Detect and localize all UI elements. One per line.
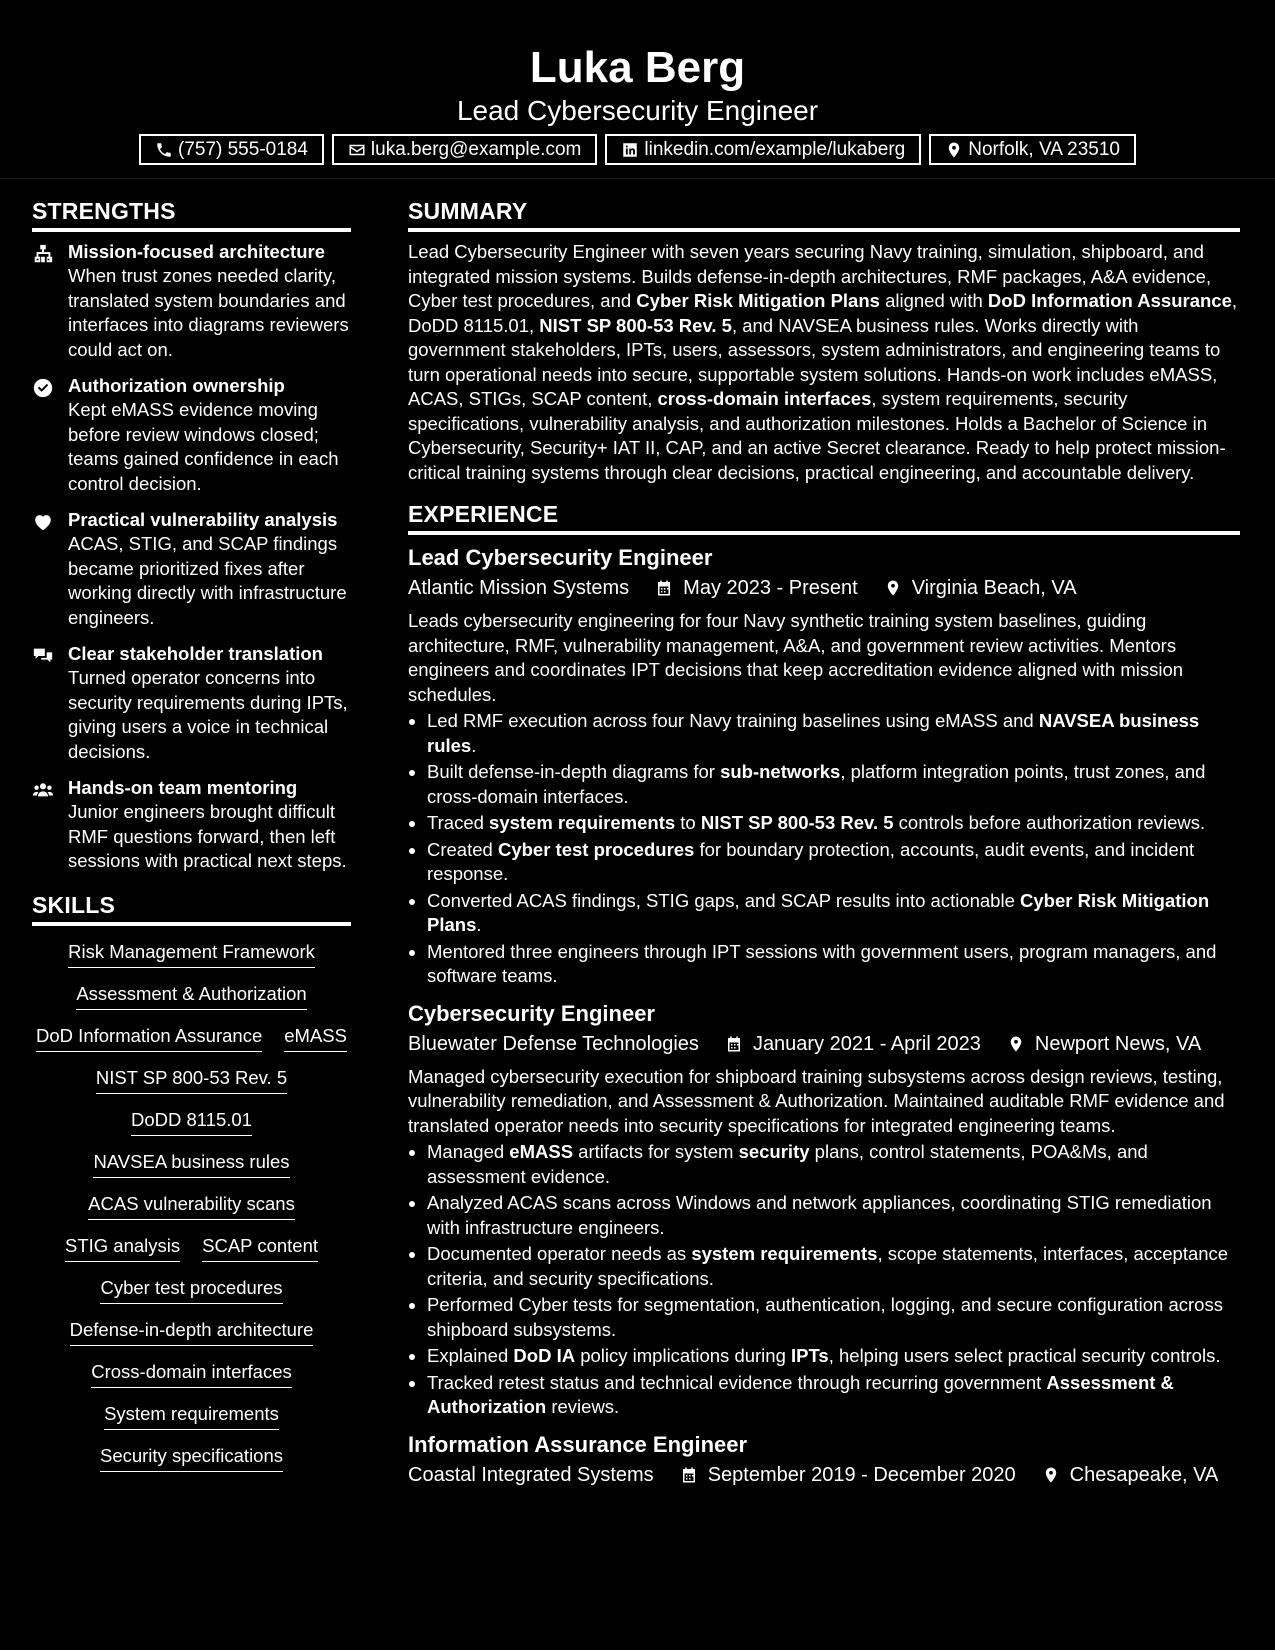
skill-tag: Assessment & Authorization: [76, 982, 306, 1010]
job-title: Lead Cybersecurity Engineer: [408, 545, 713, 570]
contact-email-text: luka.berg@example.com: [370, 138, 582, 160]
text-run: Built defense-in-depth diagrams for: [427, 761, 721, 782]
text-run: .: [476, 914, 482, 935]
bullet-item: [427, 1140, 1240, 1189]
bullet-item: [427, 1191, 1240, 1240]
contact-bar: [0, 134, 1275, 165]
emphasis-text: NIST SP 800-53 Rev. 5: [539, 314, 732, 336]
calendar-icon: [655, 578, 673, 598]
text-run: , helping users select practical security controls.: [828, 1345, 1221, 1366]
skill-tag: System requirements: [104, 1402, 279, 1430]
skill-tag: NIST SP 800-53 Rev. 5: [96, 1066, 287, 1094]
experience-list: [408, 543, 1240, 1490]
job-location: Chesapeake, VA: [1069, 1463, 1219, 1486]
strength-title: Practical vulnerability analysis: [68, 509, 338, 530]
text-run: Performed Cyber tests for segmentation, authentication, logging, and secure configuration across shipboard subsystems.: [427, 1294, 1223, 1340]
text-run: Led RMF execution across four Navy training baselines using eMASS and: [427, 710, 1039, 731]
job-description: Leads cybersecurity engineering for four Navy synthetic training system baselines, guiding architecture, RMF, vulnerability management, A&A, and government review activities. Mentors engineers and coordinates IPT decisions that keep accreditation evidence aligned with mission schedules.: [408, 610, 1184, 705]
job-entry: [408, 543, 1240, 989]
contact-phone[interactable]: [139, 134, 324, 165]
text-run: Tracked retest status and technical evidence through recurring government: [427, 1371, 1047, 1393]
text-run: Explained: [427, 1345, 514, 1366]
text-run: Converted ACAS findings, STIG gaps, and SCAP results into actionable: [427, 889, 1021, 911]
emphasis-text: DoD Information Assurance: [987, 290, 1232, 311]
strength-title: Authorization ownership: [68, 375, 285, 396]
emphasis-text: security: [738, 1141, 810, 1162]
text-run: Traced: [427, 812, 490, 833]
map-pin-icon: [1007, 1034, 1025, 1054]
text-run: policy implications during: [575, 1345, 792, 1366]
summary-text: [408, 240, 1240, 485]
map-pin-icon: [884, 578, 902, 598]
skills-heading: SKILLS: [32, 890, 351, 926]
map-pin-icon: [945, 141, 963, 159]
left-column: [32, 196, 351, 1472]
strength-description: ACAS, STIG, and SCAP findings became prioritized fixes after working directly with infrastructure engineers.: [68, 533, 347, 628]
summary-heading: SUMMARY: [408, 196, 1240, 232]
bullet-item: [427, 760, 1240, 809]
strength-title: Hands-on team mentoring: [68, 777, 298, 798]
text-run: for boundary protection, accounts, audit events, and incident response.: [427, 838, 1195, 884]
skill-tag: DoDD 8115.01: [131, 1108, 252, 1136]
resume-header: [0, 0, 1275, 179]
contact-linkedin-text: linkedin.com/example/lukaberg: [644, 138, 906, 160]
experience-heading: EXPERIENCE: [408, 499, 1240, 535]
bullet-item: [427, 1242, 1240, 1291]
emphasis-text: system requirements: [489, 812, 676, 833]
job-description: Managed cybersecurity execution for shipboard training subsystems across design reviews, testing, vulnerability remediation, and Assessment & Authorization. Maintained auditable RMF evidence and translated operator needs into security specifications for integrated engineering teams.: [408, 1065, 1225, 1136]
job-company: Bluewater Defense Technologies: [408, 1032, 699, 1055]
bullet-item: [427, 811, 1240, 836]
comments-icon: [32, 645, 54, 667]
job-company: Atlantic Mission Systems: [408, 577, 630, 599]
strengths-heading: STRENGTHS: [32, 196, 351, 232]
emphasis-text: NAVSEA business rules: [427, 710, 1200, 756]
strength-description: Junior engineers brought difficult RMF questions forward, then left sessions with practical next steps.: [68, 801, 347, 871]
job-bullets: [408, 709, 1240, 989]
users-icon: [32, 779, 54, 801]
job-title: Cybersecurity Engineer: [408, 1000, 655, 1026]
strength-description: When trust zones needed clarity, translated system boundaries and interfaces into diagrams reviewers could act on.: [68, 265, 349, 360]
map-pin-icon: [1042, 1465, 1060, 1485]
text-run: to: [675, 812, 701, 833]
skill-tag: Risk Management Framework: [68, 940, 315, 968]
linkedin-icon: [621, 141, 639, 159]
skill-tag: STIG analysis: [65, 1234, 180, 1262]
job-dates: May 2023 - Present: [683, 577, 858, 599]
emphasis-text: Cyber test procedures: [497, 838, 695, 860]
text-run: Mentored three engineers through IPT sessions with government users, program managers, and software teams.: [427, 940, 1217, 986]
text-run: Created: [427, 838, 498, 860]
text-run: , scope statements, interfaces, acceptance criteria, and security specifications.: [427, 1243, 1229, 1289]
bullet-item: [427, 1371, 1240, 1420]
skill-tag: Cross-domain interfaces: [91, 1360, 292, 1388]
bullet-item: [427, 889, 1240, 938]
job-title: Information Assurance Engineer: [408, 1431, 748, 1457]
text-run: aligned with: [879, 290, 988, 311]
text-run: , system requirements, security specifications, vulnerability analysis, and authorization milestones. Holds a Bachelor of Science in Cybersecurity, Security+ IAT II, CAP, and an active Secret clearance. Ready to help protect mission-critical training systems through clear decisions, practical engineering, and accountable delivery.: [408, 388, 1226, 483]
job-meta: [408, 1029, 1240, 1059]
strength-title: Mission-focused architecture: [68, 241, 326, 262]
job-meta: [408, 1460, 1240, 1490]
skill-tag: SCAP content: [202, 1234, 318, 1262]
text-run: , DoDD 8115.01,: [408, 290, 1238, 336]
sitemap-icon: [32, 243, 54, 265]
strength-item: [32, 374, 351, 496]
strength-item: [32, 642, 351, 764]
job-dates: January 2021 - April 2023: [752, 1032, 981, 1055]
text-run: Documented operator needs as: [427, 1243, 692, 1264]
skill-tag: Security specifications: [100, 1444, 283, 1472]
job-entry: [408, 999, 1240, 1420]
emphasis-text: sub-networks: [720, 761, 841, 782]
phone-icon: [155, 141, 173, 159]
check-circle-icon: [32, 377, 54, 399]
calendar-icon: [680, 1465, 698, 1485]
emphasis-text: DoD IA: [513, 1345, 576, 1366]
text-run: , and NAVSEA business rules. Works directly with government stakeholders, IPTs, users, assessors, system administrators, and engineering teams to turn operational needs into secure, supportable system solutions. Hands-on work includes eMASS, ACAS, STIGs, SCAP content,: [408, 314, 1221, 409]
strength-description: Kept eMASS evidence moving before review windows closed; teams gained confidence in each control decision.: [68, 399, 339, 494]
skill-tag: Defense-in-depth architecture: [70, 1318, 314, 1346]
text-run: .: [471, 734, 477, 756]
contact-email[interactable]: [332, 134, 597, 165]
bullet-item: [427, 940, 1240, 989]
calendar-icon: [725, 1034, 743, 1054]
job-meta: [408, 573, 1240, 603]
candidate-name: Luka Berg: [529, 43, 746, 92]
job-location: Newport News, VA: [1034, 1032, 1202, 1055]
job-dates: September 2019 - December 2020: [707, 1463, 1016, 1486]
bullet-item: [427, 838, 1240, 887]
text-run: Analyzed ACAS scans across Windows and network appliances, coordinating STIG remediation with infrastructure engineers.: [427, 1192, 1212, 1238]
skill-tag: eMASS: [284, 1024, 347, 1052]
emphasis-text: Assessment & Authorization: [427, 1371, 1174, 1417]
emphasis-text: NIST SP 800-53 Rev. 5: [700, 812, 894, 833]
emphasis-text: Cyber Risk Mitigation Plans: [427, 889, 1210, 935]
job-entry: [408, 1430, 1240, 1490]
strength-item: [32, 776, 351, 874]
text-run: Managed: [427, 1141, 510, 1162]
emphasis-text: eMASS: [509, 1141, 574, 1162]
skill-tag: NAVSEA business rules: [93, 1150, 289, 1178]
job-company: Coastal Integrated Systems: [408, 1463, 654, 1486]
emphasis-text: system requirements: [691, 1243, 878, 1264]
right-column: [408, 196, 1240, 1496]
bullet-item: [427, 1344, 1240, 1369]
strength-item: [32, 508, 351, 630]
contact-location: [929, 134, 1136, 165]
strength-item: [32, 240, 351, 362]
emphasis-text: cross-domain interfaces: [657, 388, 872, 409]
text-run: Lead Cybersecurity Engineer with seven years securing Navy training, simulation, shipboard, and integrated mission systems. Builds defense-in-depth architectures, RMF packages, A&A evidence, Cyber test procedures, and: [408, 241, 1212, 311]
skill-tag: Cyber test procedures: [100, 1276, 282, 1304]
text-run: , platform integration points, trust zones, and cross-domain interfaces.: [427, 761, 1206, 807]
bullet-item: [427, 709, 1240, 758]
bullet-item: [427, 1293, 1240, 1342]
emphasis-text: IPTs: [791, 1345, 829, 1366]
emphasis-text: Cyber Risk Mitigation Plans: [636, 290, 880, 311]
text-run: controls before authorization reviews.: [893, 812, 1206, 833]
skill-tag: ACAS vulnerability scans: [88, 1192, 295, 1220]
text-run: plans, control statements, POA&Ms, and assessment evidence.: [427, 1141, 1148, 1187]
candidate-title: Lead Cybersecurity Engineer: [456, 95, 819, 126]
strength-description: Turned operator concerns into security requirements during IPTs, giving users a voice in technical decisions.: [68, 667, 348, 762]
skill-tag: DoD Information Assurance: [36, 1024, 262, 1052]
envelope-icon: [348, 141, 366, 159]
heart-icon: [32, 511, 54, 533]
text-run: reviews.: [546, 1396, 620, 1417]
job-bullets: [408, 1140, 1240, 1420]
contact-location-text: Norfolk, VA 23510: [968, 138, 1120, 160]
contact-phone-text: (757) 555-0184: [177, 138, 308, 160]
job-location: Virginia Beach, VA: [911, 577, 1077, 599]
text-run: artifacts for system: [573, 1141, 739, 1162]
strength-title: Clear stakeholder translation: [68, 643, 323, 664]
skills-list: [32, 940, 351, 1472]
contact-linkedin[interactable]: [605, 134, 921, 165]
